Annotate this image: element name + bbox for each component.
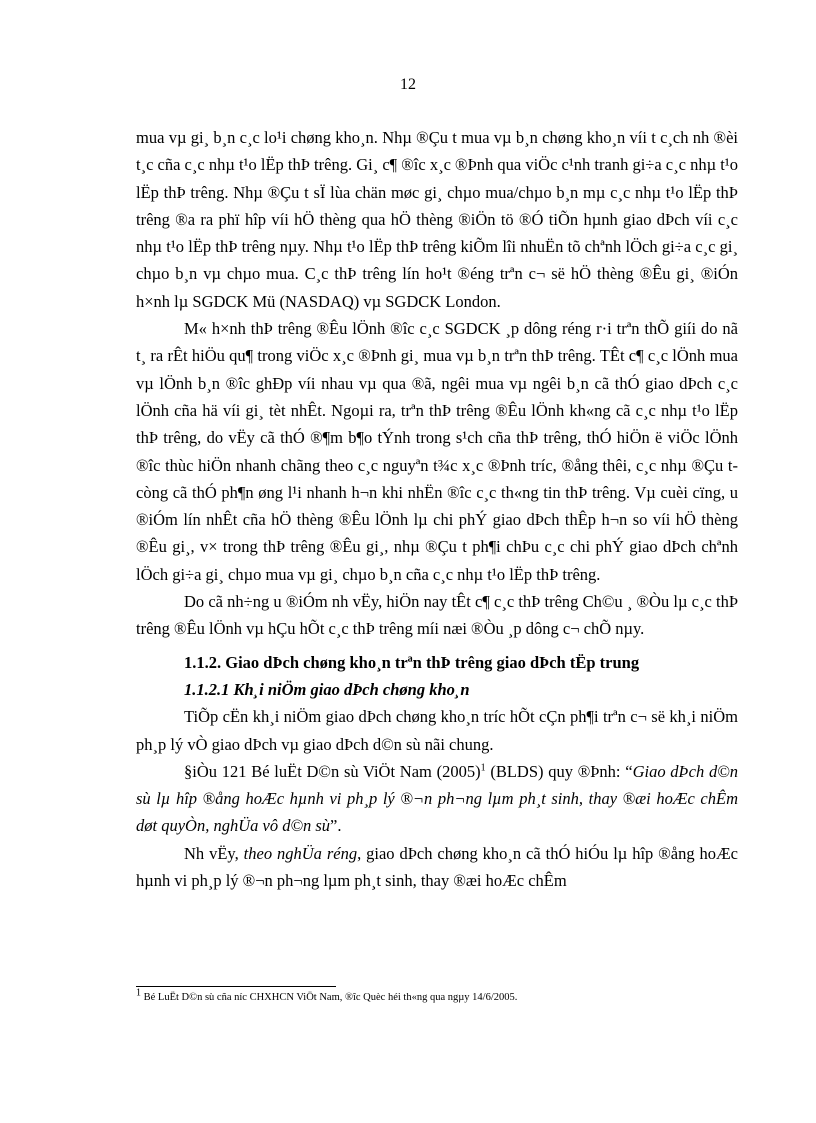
page-body [136, 124, 738, 894]
section-heading: 1.1.2. Giao dÞch chøng kho¸n trªn thÞ trêng giao dÞch tËp trung [184, 652, 640, 672]
broad-meaning-rest: , giao dÞch chøng kho¸n cã thÓ hiÓu lµ hîp ®ång hoÆc hµnh vi ph¸p lý ®¬n ph¬ng lµm ph¸t sinh, thay ®æi hoÆc chÊm [136, 843, 738, 891]
page-number: 12 [400, 76, 416, 93]
broad-meaning-lead: Nh vËy, [184, 843, 244, 863]
broad-meaning-italic: theo nghÜa réng [243, 843, 358, 863]
footnote-divider [136, 986, 336, 987]
subsection-heading: 1.1.2.1 Kh¸i niÖm giao dÞch chøng kho¸n [184, 679, 470, 699]
paragraph-order-driven-model: M« h×nh thÞ trêng ®Êu lÖnh ®îc c¸c SGDCK ¸p dông réng r·i trªn thÕ giíi do nã t¸ ra rÊt hiÖu qu¶ trong viÖc x¸c ®Þnh gi¸ mua vµ b¸n trªn thÞ trêng. TÊt c¶ c¸c lÖnh mua vµ lÖnh b¸n ®îc ghÐp víi nhau vµ qua ®ã, ngêi mua vµ ngêi b¸n cã thÓ giao dÞch c¸c lÖnh cña hä víi gi¸ tèt nhÊt. Ngoµi ra, trªn thÞ trêng ®Êu lÖnh kh«ng cã c¸c nhµ t¹o lËp thÞ trêng, do vËy cã thÓ ®¶m b¶o tÝnh trong s¹ch cña thÞ trêng, thÓ hiÖn ë viÖc lÖnh ®îc thùc hiÖn nhanh chãng theo c¸c nguyªn t¾c x¸c ®Þnh tríc, ®ång thêi, c¸c nhµ ®Çu t còng cã thÓ ph¶n øng l¹i nhanh h¬n khi nhËn ®îc c¸c th«ng tin thÞ trêng. Vµ cuèi cïng, u ®iÓm lín nhÊt cña hÖ thèng ®Êu lÖnh lµ chi phÝ giao dÞch thÊp h¬n so víi hÖ thèng ®Êu gi¸, v× trong thÞ trêng ®Êu gi¸, nhµ ®Çu t ph¶i chÞu c¸c chi phÝ giao dÞch chªnh lÖch gi÷a gi¸ chµo mua vµ gi¸ chµo b¸n cña c¸c nhµ t¹o lËp thÞ trêng. [136, 319, 738, 584]
footnote-reference: 1 [480, 762, 486, 774]
civil-code-end: ”. [330, 816, 342, 836]
paragraph-approach: TiÕp cËn kh¸i niÖm giao dÞch chøng kho¸n tríc hÕt cÇn ph¶i trªn c¬ së kh¸i niÖm ph¸p lý vÒ giao dÞch vµ giao dÞch d©n sù nãi chung. [136, 707, 738, 754]
footnote [136, 987, 738, 1005]
footnote-text: Bé LuËt D©n sù cña níc CHXHCN ViÖt Nam, ®îc Quèc héi th«ng qua ngµy 14/6/2005. [141, 992, 518, 1003]
paragraph-civil-code [136, 758, 738, 840]
civil-code-lead: §iÒu 121 Bé luËt D©n sù ViÖt Nam (2005) [184, 761, 481, 781]
footnote-marker: 1 [136, 987, 141, 999]
civil-code-mid: (BLDS) quy ®Þnh: “ [485, 761, 633, 781]
paragraph-broad-meaning [136, 840, 738, 895]
paragraph-asian-markets: Do cã nh÷ng u ®iÓm nh vËy, hiÖn nay tÊt c¶ c¸c thÞ trêng Ch©u ¸ ®Òu lµ c¸c thÞ trêng ®Êu lÖnh vµ hÇu hÕt c¸c thÞ trêng míi næi ®Òu ¸p dông c¬ chÕ nµy. [136, 592, 738, 639]
civil-code-quote: Giao dÞch d©n sù lµ hîp ®ång hoÆc hµnh vi ph¸p lý ®¬n ph¬ng lµm ph¸t sinh, thay ®æi hoÆc chÊm døt quyÒn, nghÜa vô d©n sù [136, 761, 738, 836]
paragraph-market-makers: mua vµ gi¸ b¸n c¸c lo¹i chøng kho¸n. Nhµ ®Çu t mua vµ b¸n chøng kho¸n víi t c¸ch nh ®èi t¸c cña c¸c nhµ t¹o lËp thÞ trêng. Gi¸ c¶ ®îc x¸c ®Þnh qua viÖc c¹nh tranh gi÷a c¸c nhµ t¹o lËp thÞ trêng. Nhµ ®Çu t sÏ lùa chän møc gi¸ chµo mua/chµo b¸n mµ c¸c nhµ t¹o lËp thÞ trêng ®a ra phï hîp víi hÖ thèng qua hÖ thèng ®iÖn tö ®Ó tiÕn hµnh giao dÞch víi c¸c nhµ t¹o lËp thÞ trêng nµy. Nhµ t¹o lËp thÞ trêng kiÕm lîi nhuËn tõ chªnh lÖch gi÷a c¸c gi¸ chµo b¸n vµ chµo mua. C¸c thÞ trêng lín ho¹t ®éng trªn c¬ së hÖ thèng ®Êu gi¸ ®iÓn h×nh lµ SGDCK Mü (NASDAQ) vµ SGDCK London. [136, 128, 738, 311]
